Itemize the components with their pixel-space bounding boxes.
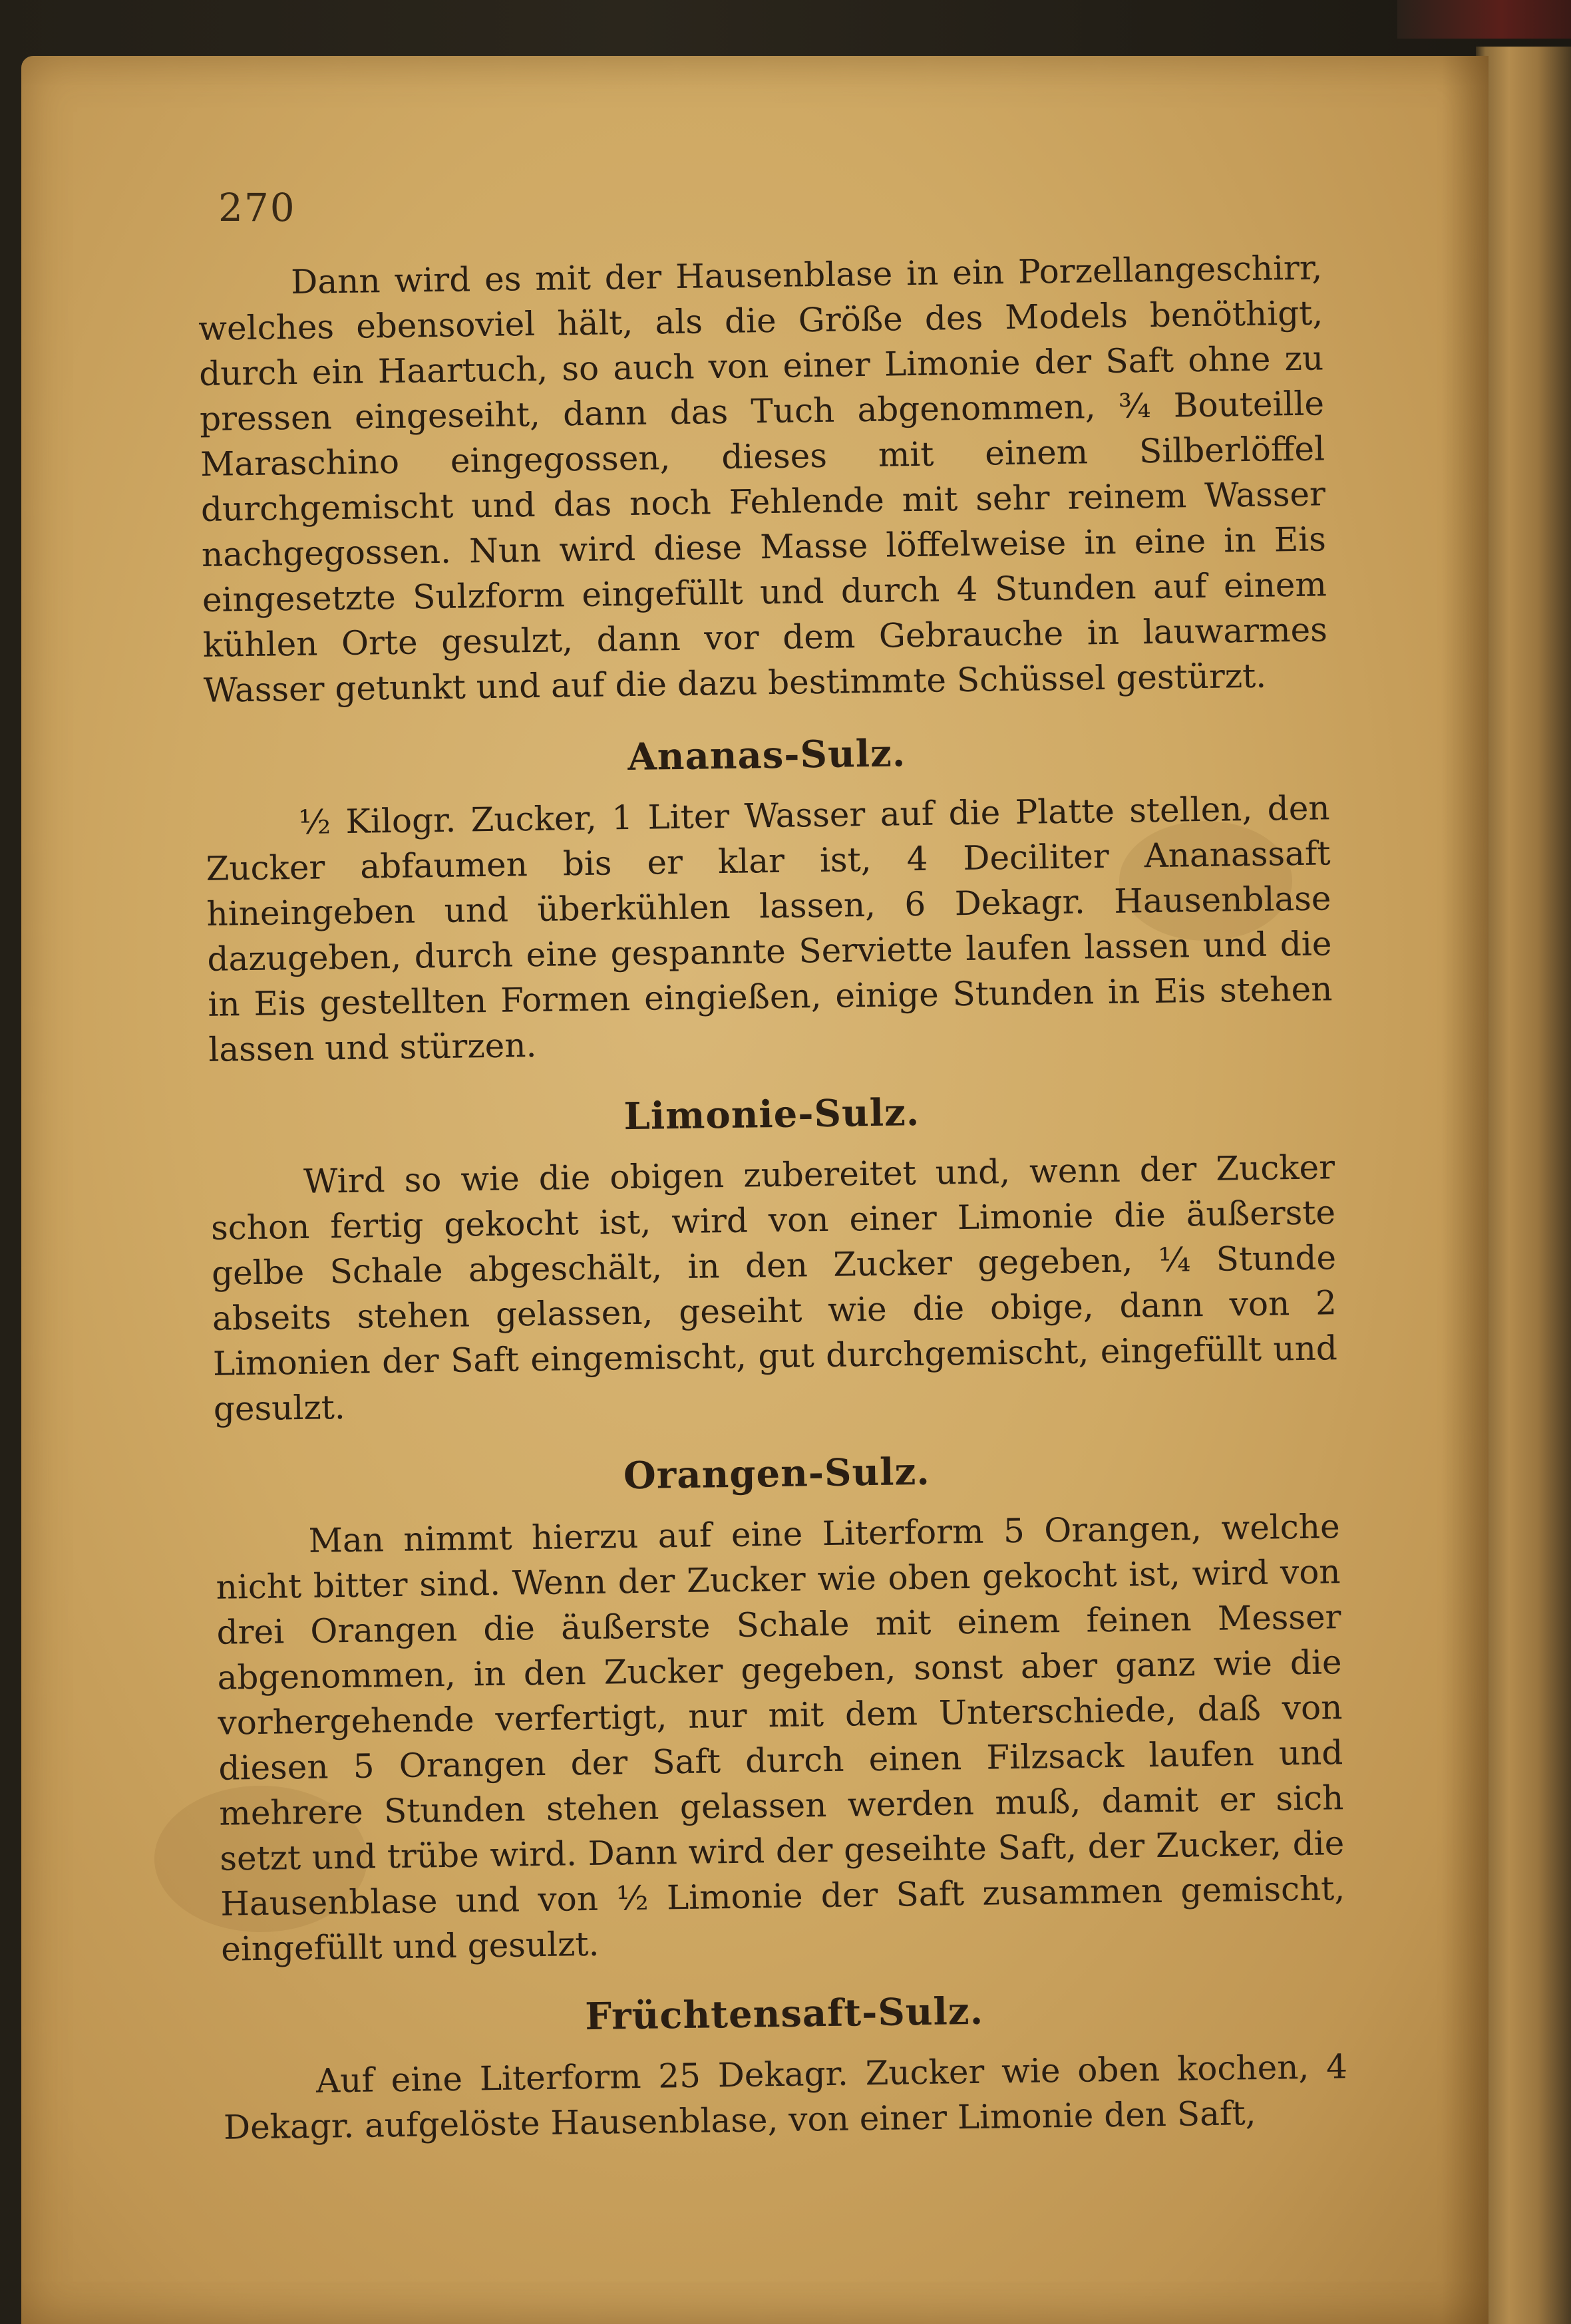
recipe-text-orangen: Man nimmt hierzu auf eine Literform 5 Orangen, welche nicht bitter sind. Wenn der Zucker wie oben gekocht ist, wird von drei Orangen die äußerste Schale mit einem feinen Messer abgenommen, in den Zucker gegeben, sonst aber ganz wie die vorhergehende verfertigt, nur mit dem Unterschiede, daß von diesen 5 Orangen der Saft durch einen Filzsack laufen und mehrere Stunden stehen gelassen werden muß, damit er sich setzt und trübe wird. Dann wird der geseihte Saft, der Zucker, die Hausenblase und von ½ Limonie der Saft zusammen gemischt, eingefüllt und gesulzt. bbox=[216, 1507, 1345, 1969]
recipe-title-fruechtensaft: Früchtensaft-Sulz. bbox=[584, 1989, 984, 2039]
recipe-title-ananas: Ananas-Sulz. bbox=[627, 731, 906, 780]
page-number: 270 bbox=[218, 185, 296, 230]
intro-paragraph: Dann wird es mit der Hausenblase in ein Porzellangeschirr, welches ebensoviel hält, als die Größe des Models benöthigt, durch ein Haartuch, so auch von einer Limonie der Saft ohne zu pressen eingeseiht, dann das Tuch abgenommen, ¾ Bouteille Maraschino eingegossen, dieses mit einem Silberlöffel durchgemischt und das noch Fehlende mit sehr reinem Wasser nachgegossen. Nun wird diese Masse löffelweise in eine in Eis eingesetzte Sulzform eingefüllt und durch 4 Stunden auf einem kühlen Orte gesulzt, dann vor dem Gebrauche in lauwarmes Wasser getunkt und auf die dazu bestimmte Schüssel gestürzt. bbox=[198, 248, 1328, 710]
recipe-title-limonie: Limonie-Sulz. bbox=[623, 1090, 920, 1139]
book-cover-edge bbox=[1397, 0, 1571, 39]
recipe-title-orangen: Orangen-Sulz. bbox=[623, 1449, 931, 1498]
recipe-text-limonie: Wird so wie die obigen zubereitet und, wenn der Zucker schon fertig gekocht ist, wird von einer Limonie die äußerste gelbe Schale abgeschält, in den Zucker gegeben, ¼ Stunde abseits stehen gelassen, geseiht wie die obige, dann von 2 Limonien der Saft eingemischt, gut durchgemischt, eingefüllt und gesulzt. bbox=[210, 1148, 1338, 1428]
page-text-block bbox=[196, 157, 1348, 2150]
page-edge-stack bbox=[1476, 47, 1571, 2324]
recipe-text-ananas: ½ Kilogr. Zucker, 1 Liter Wasser auf die Platte stellen, den Zucker abfaumen bis er klar ist, 4 Deciliter Ananassaft hineingeben und überkühlen lassen, 6 Dekagr. Hausenblase dazugeben, durch eine gespannte Serviette laufen lassen und die in Eis gestellten Formen eingießen, einige Stunden in Eis stehen lassen und stürzen. bbox=[206, 788, 1333, 1069]
recipe-text-fruechtensaft: Auf eine Literform 25 Dekagr. Zucker wie oben kochen, 4 Dekagr. aufgelöste Hausenblase, von einer Limonie den Saft, bbox=[223, 2047, 1348, 2147]
